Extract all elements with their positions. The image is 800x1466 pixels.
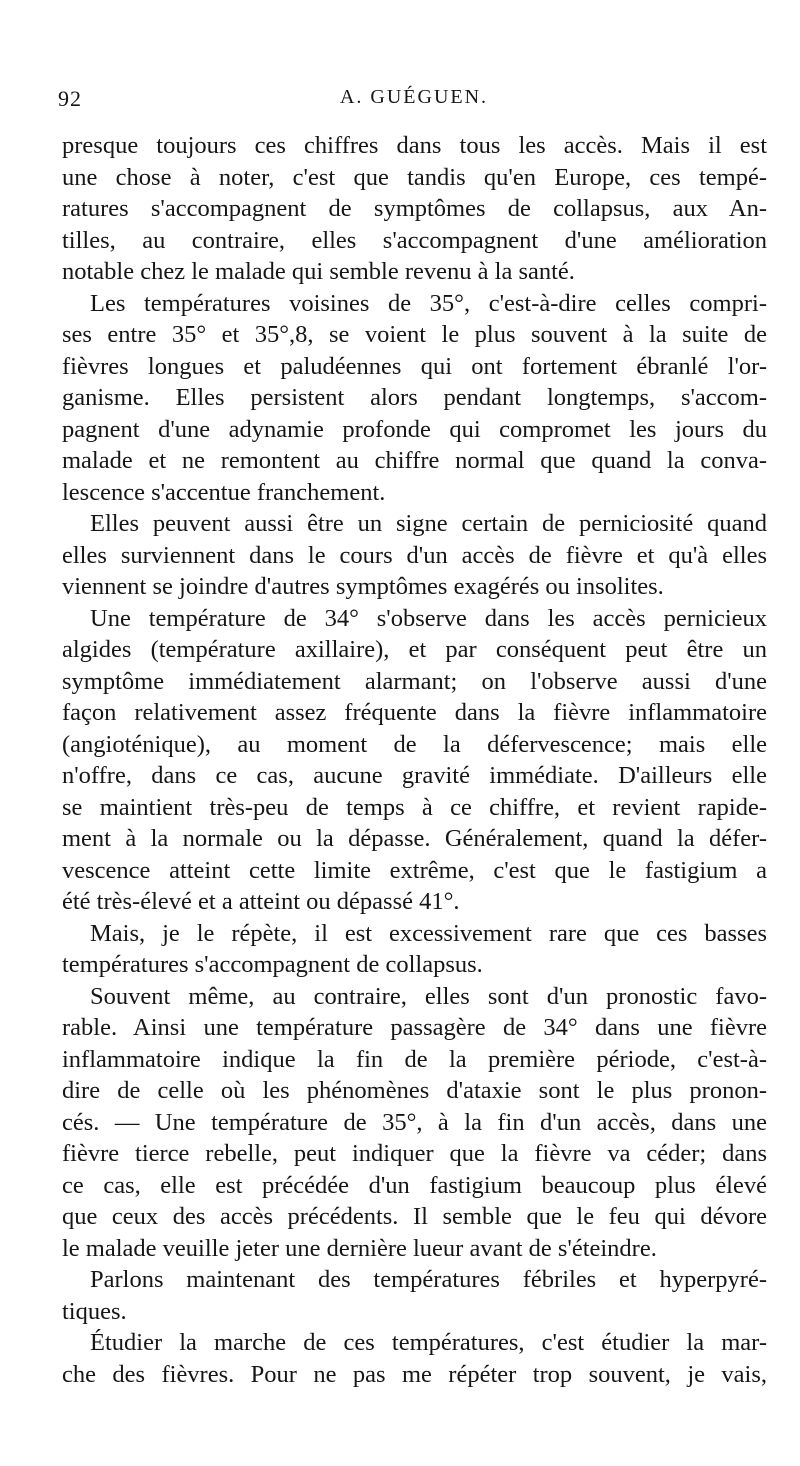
paragraph	[62, 1264, 767, 1327]
text-line: ses entre 35° et 35°,8, se voient le plus souvent à la suite de	[62, 321, 767, 348]
text-line: notable chez le malade qui semble revenu à la santé.	[62, 258, 575, 285]
text-line: Elles peuvent aussi être un signe certain de perniciosité quand	[90, 510, 767, 537]
text-line: presque toujours ces chiffres dans tous les accès. Mais il est	[62, 132, 767, 159]
text-line: tiques.	[62, 1297, 127, 1325]
text-line: Une température de 34° s'observe dans les accès pernicieux	[90, 604, 767, 632]
text-line: été très-élevé et a atteint ou dépassé 41°.	[62, 888, 460, 915]
text-line: ce cas, elle est précédée d'un fastigium beaucoup plus élevé	[62, 1171, 767, 1199]
text-line: Étudier la marche de ces températures, c'est étudier la mar-	[90, 1329, 767, 1356]
paragraph	[62, 1327, 767, 1390]
text-line: ratures s'accompagnent de symptômes de collapsus, aux An-	[62, 195, 767, 222]
text-line: Parlons maintenant des températures fébriles et hyperpyré-	[90, 1266, 767, 1293]
text-line: lescence s'accentue franchement.	[62, 478, 386, 506]
paragraph	[62, 288, 767, 509]
text-line: vescence atteint cette limite extrême, c'est que le fastigium a	[62, 856, 767, 884]
paragraph	[62, 918, 767, 981]
text-line: façon relativement assez fréquente dans la fièvre inflammatoire	[62, 699, 767, 726]
text-line: tilles, au contraire, elles s'accompagnent d'une amélioration	[62, 226, 767, 254]
text-line: malade et ne remontent au chiffre normal que quand la conva-	[62, 447, 767, 474]
text-line: elles surviennent dans le cours d'un accès de fièvre et qu'à elles	[62, 541, 767, 569]
paragraph	[62, 981, 767, 1265]
text-line: (angioténique), au moment de la défervescence; mais elle	[62, 730, 767, 758]
paragraph	[62, 603, 767, 918]
text-line: algides (température axillaire), et par conséquent peut être un	[62, 636, 767, 663]
text-line: cés. — Une température de 35°, à la fin d'un accès, dans une	[62, 1108, 767, 1136]
body-text	[62, 130, 767, 1390]
text-line: Les températures voisines de 35°, c'est-à-dire celles compri-	[90, 289, 767, 317]
text-line: une chose à noter, c'est que tandis qu'en Europe, ces tempé-	[62, 163, 767, 191]
text-line: que ceux des accès précédents. Il semble que le feu qui dévore	[62, 1203, 767, 1230]
text-line: fièvres longues et paludéennes qui ont fortement ébranlé l'or-	[62, 352, 767, 380]
running-title: A. GUÉGUEN.	[339, 86, 489, 108]
text-line: Mais, je le répète, il est excessivement rare que ces basses	[90, 919, 767, 947]
text-line: Souvent même, au contraire, elles sont d'un pronostic favo-	[90, 982, 767, 1010]
page-number: 92	[58, 86, 82, 111]
text-line: températures s'accompagnent de collapsus.	[62, 951, 483, 978]
text-line: se maintient très-peu de temps à ce chiffre, et revient rapide-	[62, 793, 767, 821]
text-line: ment à la normale ou la dépasse. Généralement, quand la défer-	[62, 825, 767, 852]
text-line: rable. Ainsi une température passagère de 34° dans une fièvre	[62, 1014, 767, 1041]
text-line: n'offre, dans ce cas, aucune gravité immédiate. D'ailleurs elle	[62, 762, 767, 789]
paragraph	[62, 508, 767, 603]
text-line: inflammatoire indique la fin de la première période, c'est-à-	[62, 1045, 767, 1073]
running-header	[58, 86, 770, 116]
text-line: le malade veuille jeter une dernière lueur avant de s'éteindre.	[62, 1234, 657, 1262]
text-line: viennent se joindre d'autres symptômes exagérés ou insolites.	[62, 573, 664, 600]
text-line: dire de celle où les phénomènes d'ataxie sont le plus pronon-	[62, 1077, 767, 1104]
text-line: che des fièvres. Pour ne pas me répéter trop souvent, je vais,	[62, 1360, 767, 1388]
text-line: ganisme. Elles persistent alors pendant longtemps, s'accom-	[62, 384, 767, 411]
text-line: pagnent d'une adynamie profonde qui compromet les jours du	[62, 415, 767, 443]
text-line: fièvre tierce rebelle, peut indiquer que la fièvre va céder; dans	[62, 1140, 767, 1167]
paragraph	[62, 130, 767, 288]
text-line: symptôme immédiatement alarmant; on l'observe aussi d'une	[62, 667, 767, 695]
